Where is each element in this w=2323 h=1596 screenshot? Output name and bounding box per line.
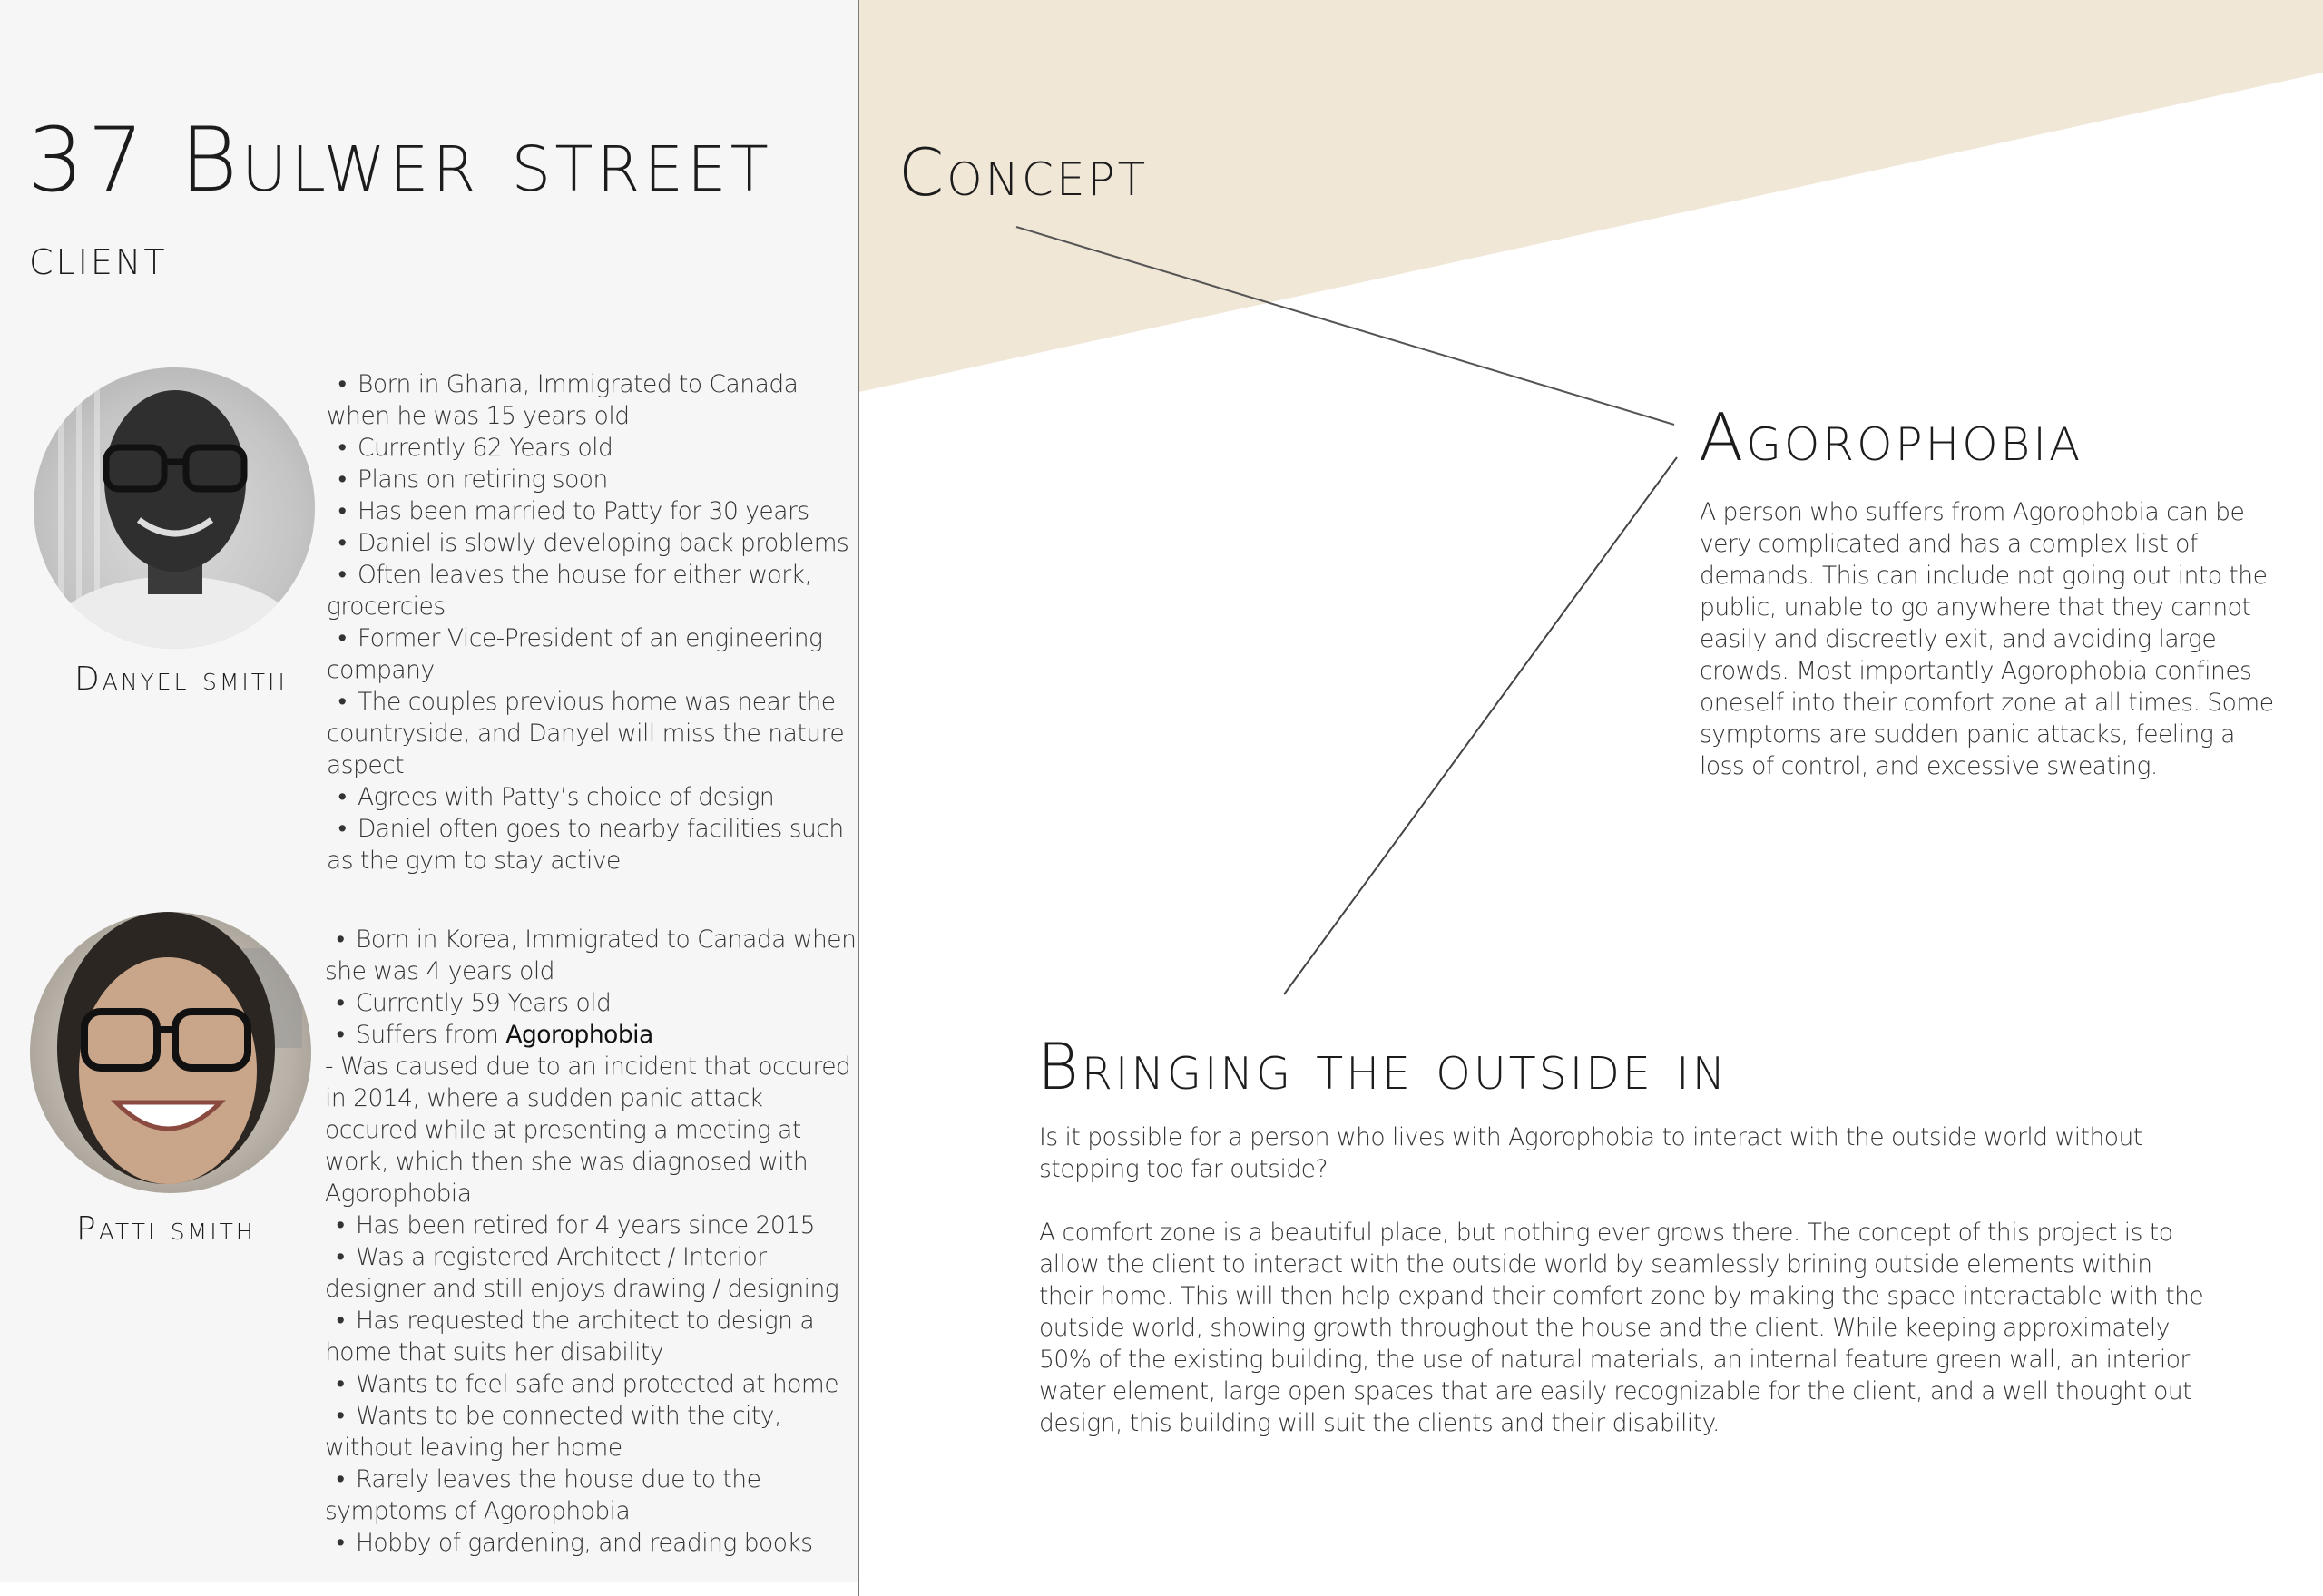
connector-line-agorophobia-to-bringing	[1284, 457, 1677, 994]
list-item: • Former Vice-President of an engineering company	[327, 624, 823, 684]
list-item: • Currently 62 Years old	[338, 434, 613, 462]
bringing-body: A comfort zone is a beautiful place, but nothing ever grows there. The concept of this project is to allow the client to interact with the outside world by seamlessly brining outside elements within their home. This will then help expand their comfort zone by making the space interactable with the outside world, showing growth throughout the house and the client. While keeping approximately 50% of the existing building, the use of natural materials, an internal feature green wall, an interior water element, large open spaces that are easily recognizable for the client, and a well thought out design, this building will suit the clients and their disability.	[1039, 1219, 2204, 1437]
concept-heading: Concept	[898, 134, 1149, 211]
client-heading: client	[29, 229, 168, 286]
list-item: • Was a registered Architect / Interior designer and still enjoys drawing / designing	[325, 1243, 839, 1303]
list-item: • Daniel is slowly developing back problems	[338, 529, 849, 557]
list-item: • Has been married to Patty for 30 years	[338, 497, 809, 525]
list-item: • Agrees with Patty’s choice of design	[338, 783, 775, 811]
patti-bullet-list	[325, 924, 860, 1559]
danyel-photo	[34, 367, 315, 649]
list-item: • Daniel often goes to nearby facilities such as the gym to stay active	[327, 815, 844, 875]
list-item: • Wants to be connected with the city, without leaving her home	[325, 1402, 781, 1462]
list-item: • Suffers from Agorophobia	[336, 1021, 653, 1049]
patti-name: Patti smith	[76, 1210, 256, 1248]
bringing-question: Is it possible for a person who lives with Agorophobia to interact with the outside world without stepping too far outside?	[1039, 1123, 2142, 1183]
danyel-portrait-icon	[34, 367, 315, 649]
list-item: • Born in Ghana, Immigrated to Canada when he was 15 years old	[327, 370, 799, 430]
patti-portrait-icon	[30, 912, 311, 1193]
danyel-bullet-list	[327, 368, 853, 876]
danyel-name: Danyel smith	[74, 661, 288, 698]
agorophobia-heading: Agorophobia	[1699, 399, 2083, 475]
list-item: • Currently 59 Years old	[336, 989, 612, 1017]
agorophobia-description: A person who suffers from Agorophobia can be very complicated and has a complex list of demands. This can include not going out into the public, unable to go anywhere that they cannot easily and discreetly exit, and avoiding large crowds. Most importantly Agorophobia confines oneself into their comfort zone at all times. Some symptoms are sudden panic attacks, feeling a loss of control, and excessive sweating.	[1700, 498, 2274, 780]
patti-photo	[30, 912, 311, 1193]
page-title: 37 Bulwer street	[27, 109, 772, 212]
bringing-outside-in-heading: Bringing the outside in	[1037, 1030, 1729, 1104]
agorophobia-highlight: Agorophobia	[505, 1021, 653, 1049]
list-item: • Has requested the architect to design a home that suits her disability	[325, 1307, 815, 1366]
list-item: • Rarely leaves the house due to the symptoms of Agorophobia	[325, 1465, 761, 1525]
list-item: • The couples previous home was near the countryside, and Danyel will miss the nature aspect	[327, 688, 845, 779]
list-item: • Often leaves the house for either work, grocercies	[327, 561, 812, 621]
list-item: • Plans on retiring soon	[338, 465, 608, 494]
list-item: • Hobby of gardening, and reading books	[336, 1529, 813, 1557]
list-item: • Has been retired for 4 years since 2015	[336, 1211, 815, 1239]
list-item: • Born in Korea, Immigrated to Canada when she was 4 years old	[325, 925, 857, 985]
list-item: • Wants to feel safe and protected at home	[336, 1370, 839, 1398]
list-sub-note: - Was caused due to an incident that occured in 2014, where a sudden panic attack occured while at presenting a meeting at work, which then she was diagnosed with Agorophobia	[325, 1053, 851, 1208]
